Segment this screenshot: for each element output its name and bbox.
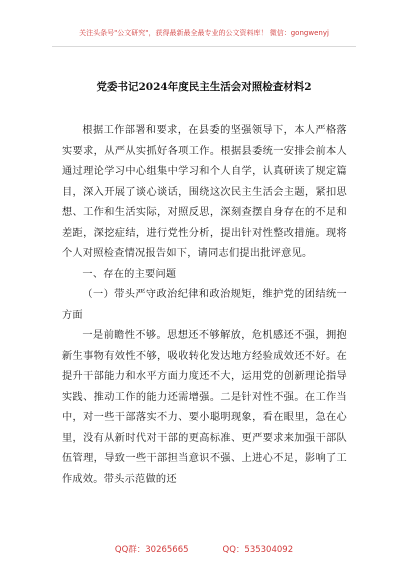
document-title: 党委书记2024年度民主生活会对照检查材料2 xyxy=(96,81,312,93)
qq-group-text: QQ群：30265665 xyxy=(114,545,189,555)
document-body xyxy=(62,121,347,490)
subsection-heading: （一）带头严守政治纪律和政治规矩，维护党的团结统一方面 xyxy=(62,289,347,321)
intro-paragraph: 根据工作部署和要求，在县委的坚强领导下，本人严格落实要求，从严从实抓好各项工作。根据县委统一安排会前本人通过理论学习中心组集中学习和个人自学，认真研读了规定篇目，深入开展了谈心谈话，围绕这次民主生活会主题，紧扣思想、工作和生活实际，对照反思，深刻查摆自身存在的不足和差距，深挖症结，进行党性分析，提出针对性整改措施。现将个人对照检查情况报告如下，请同志们提出批评意见。 xyxy=(62,125,347,259)
body-paragraph: 一是前瞻性不够。思想还不够解放，危机感还不强，拥抱新生事物有效性不够，吸收转化发达地方经验成效还不好。在提升干部能力和水平方面力度还不大，运用党的创新理论指导实践、推动工作的能力还需增强。二是针对性不强。在工作当中，对一些干部落实不力、要小聪明现象，看在眼里，急在心里，没有从新时代对干部的更高标准、更严要求来加强干部队伍管理，导致一些干部担当意识不强、上进心不足，影响了工作成效。带头示范做的还 xyxy=(62,330,347,485)
contact-footer xyxy=(0,544,408,556)
qq-text: QQ：535304092 xyxy=(222,545,294,555)
header-divider xyxy=(52,46,356,47)
promo-banner: 关注头条号"公文研究"，获得最新最全最专业的公文资料库！ 微信：gongwenyj xyxy=(79,29,329,37)
section-heading: 一、存在的主要问题 xyxy=(82,268,177,280)
